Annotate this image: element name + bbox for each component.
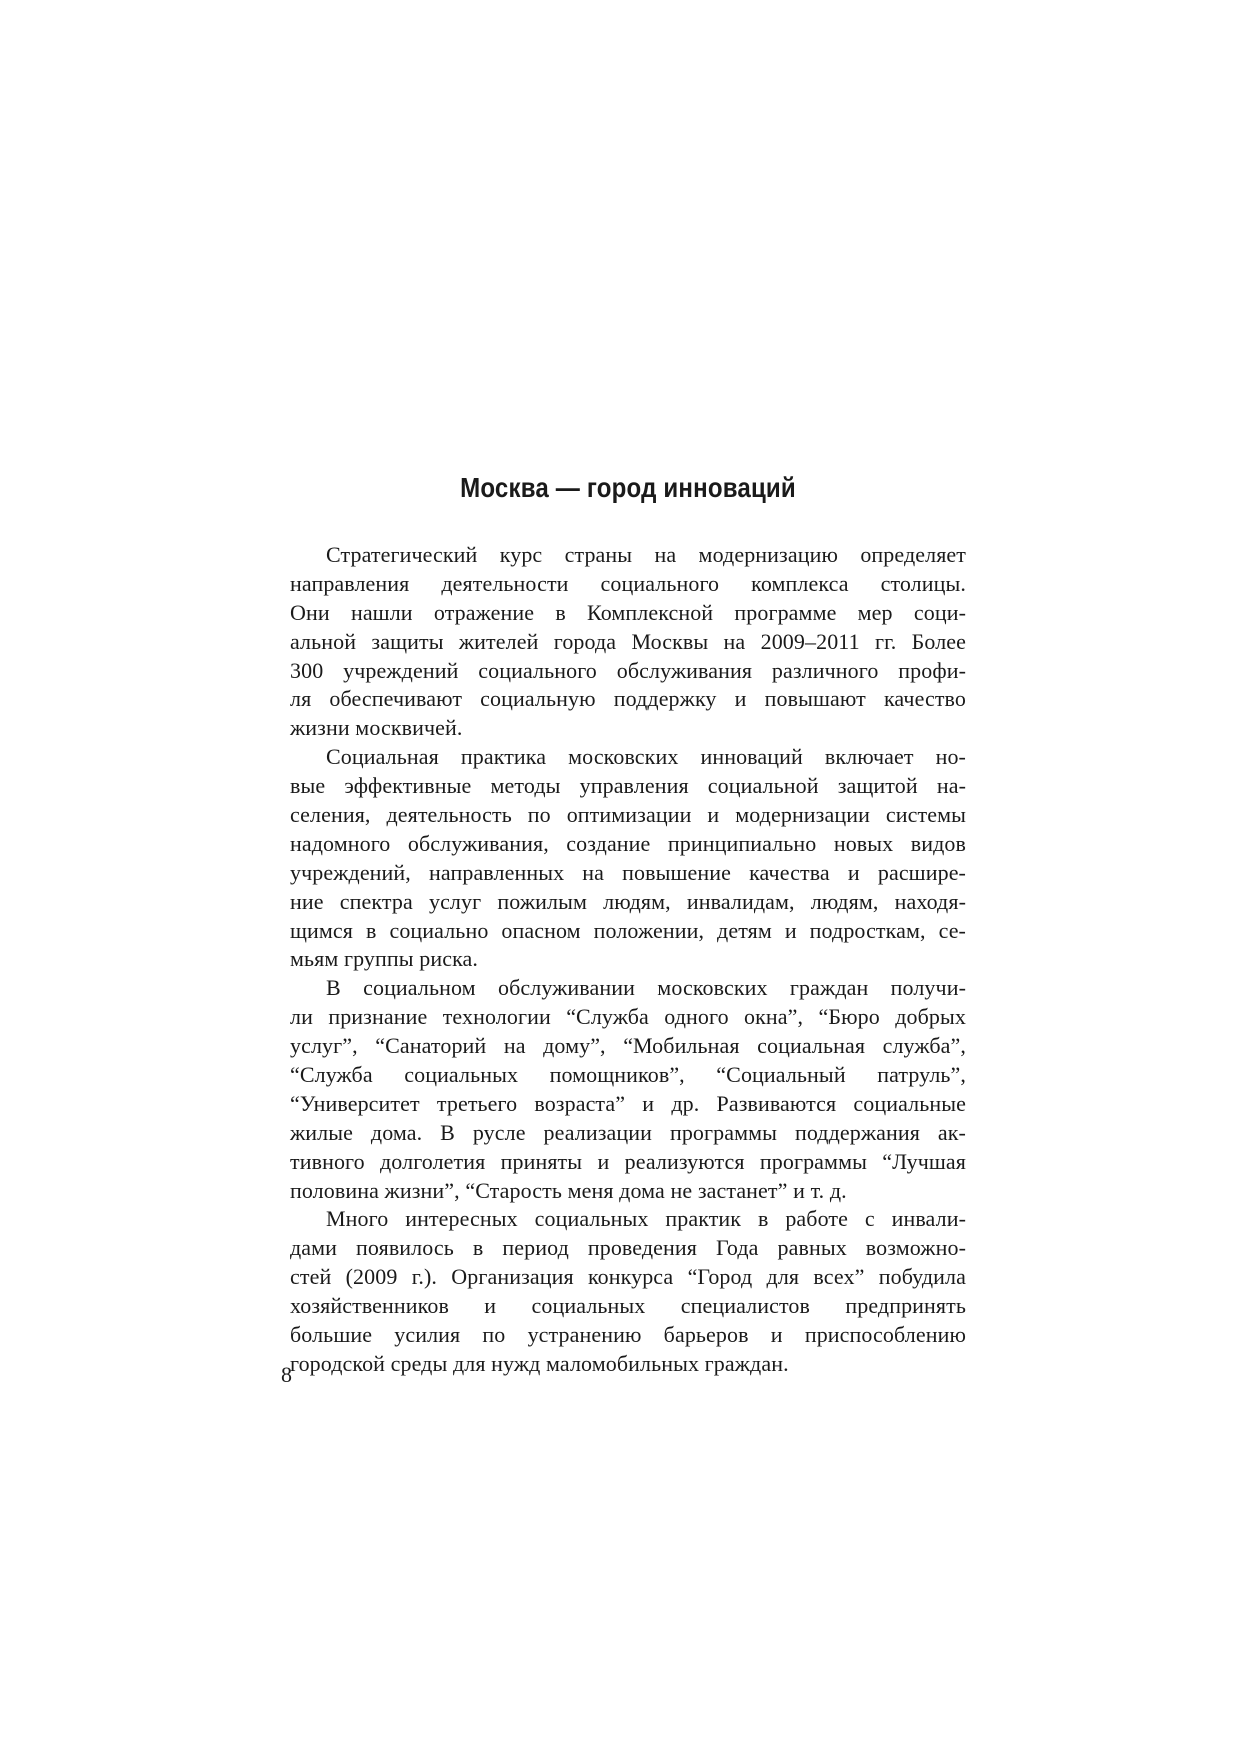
page-title: Москва — город инноваций xyxy=(460,472,796,503)
text-line: учреждений, направленных на повышение качества и расшире- xyxy=(290,859,966,885)
text-line: направления деятельности социального комплекса столицы. xyxy=(290,570,966,596)
text-line: мьям группы риска. xyxy=(290,946,479,972)
text-line: половина жизни”, “Старость меня дома не застанет” и т. д. xyxy=(290,1177,847,1203)
text-line: “Служба социальных помощников”, “Социальный патруль”, xyxy=(290,1062,966,1088)
text-line: вые эффективные методы управления социальной защитой на- xyxy=(290,773,966,799)
text-line: Они нашли отражение в Комплексной программе мер соци- xyxy=(290,599,966,625)
text-line: В социальном обслуживании московских граждан получи- xyxy=(326,975,966,1001)
text-line: жизни москвичей. xyxy=(290,715,463,741)
text-line: жилые дома. В русле реализации программы поддержания ак- xyxy=(290,1119,966,1145)
text-line: ние спектра услуг пожилым людям, инвалидам, людям, находя- xyxy=(290,888,966,914)
text-line: альной защиты жителей города Москвы на 2009–2011 гг. Более xyxy=(290,628,966,654)
text-line: “Университет третьего возраста” и др. Развиваются социальные xyxy=(290,1090,966,1116)
text-line: услуг”, “Санаторий на дому”, “Мобильная социальная служба”, xyxy=(290,1033,966,1059)
text-line: тивного долголетия приняты и реализуются программы “Лучшая xyxy=(290,1148,966,1174)
text-line: Много интересных социальных практик в работе с инвали- xyxy=(326,1206,966,1232)
text-line: ли признание технологии “Служба одного окна”, “Бюро добрых xyxy=(290,1004,966,1030)
text-line: надомного обслуживания, создание принципиально новых видов xyxy=(290,830,966,856)
page-number: 8 xyxy=(281,1362,292,1387)
text-line: дами появилось в период проведения Года равных возможно- xyxy=(290,1235,966,1261)
text-line: ля обеспечивают социальную поддержку и повышают качество xyxy=(290,686,966,712)
text-line: хозяйственников и социальных специалистов предпринять xyxy=(290,1293,966,1319)
text-line: Стратегический курс страны на модернизацию определяет xyxy=(326,542,966,567)
text-line: селения, деятельность по оптимизации и модернизации системы xyxy=(290,802,966,828)
text-line: стей (2009 г.). Организация конкурса “Город для всех” побудила xyxy=(290,1264,966,1290)
body-text xyxy=(290,541,966,1379)
text-line: городской среды для нужд маломобильных граждан. xyxy=(290,1350,789,1376)
text-line: большие усилия по устранению барьеров и приспособлению xyxy=(290,1322,966,1348)
text-line: щимся в социально опасном положении, детям и подросткам, се- xyxy=(290,917,966,943)
text-line: 300 учреждений социального обслуживания различного профи- xyxy=(290,657,966,683)
text-line: Социальная практика московских инноваций включает но- xyxy=(326,744,966,770)
